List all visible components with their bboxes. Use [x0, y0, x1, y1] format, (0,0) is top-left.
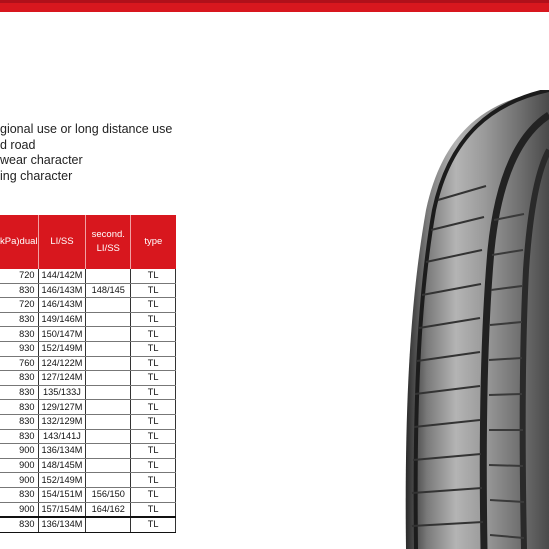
table-header-row	[0, 215, 176, 269]
cell-load: 830	[0, 371, 38, 386]
cell-load: 900	[0, 473, 38, 488]
table-row	[0, 327, 176, 342]
cell-second	[86, 298, 131, 313]
cell-li-ss: 136/134M	[38, 517, 86, 532]
cell-second: 164/162	[86, 502, 131, 517]
cell-li-ss: 146/143M	[38, 283, 86, 298]
cell-li-ss: 146/143M	[38, 298, 86, 313]
table-row	[0, 385, 176, 400]
cell-type: TL	[131, 327, 176, 342]
cell-second	[86, 473, 131, 488]
table-row	[0, 312, 176, 327]
cell-type: TL	[131, 487, 176, 502]
cell-type: TL	[131, 444, 176, 459]
table-row	[0, 502, 176, 517]
cell-load: 830	[0, 283, 38, 298]
cell-type: TL	[131, 298, 176, 313]
feature-item: gional use or long distance use	[0, 122, 173, 136]
cell-second	[86, 371, 131, 386]
table-row	[0, 517, 176, 532]
cell-type: TL	[131, 371, 176, 386]
cell-load: 930	[0, 341, 38, 356]
cell-type: TL	[131, 473, 176, 488]
header-li-ss: LI/SS	[38, 215, 86, 269]
table-row	[0, 269, 176, 283]
cell-load: 900	[0, 444, 38, 459]
table-row	[0, 341, 176, 356]
cell-load: 830	[0, 400, 38, 415]
cell-second	[86, 341, 131, 356]
cell-load: 830	[0, 312, 38, 327]
cell-load: 830	[0, 517, 38, 532]
table-row	[0, 444, 176, 459]
cell-type: TL	[131, 341, 176, 356]
cell-li-ss: 132/129M	[38, 414, 86, 429]
cell-second	[86, 312, 131, 327]
cell-second	[86, 385, 131, 400]
cell-second	[86, 429, 131, 444]
cell-second	[86, 269, 131, 283]
cell-second	[86, 400, 131, 415]
cell-load: 900	[0, 458, 38, 473]
cell-load: 830	[0, 429, 38, 444]
cell-load: 830	[0, 414, 38, 429]
cell-type: TL	[131, 385, 176, 400]
table-row	[0, 458, 176, 473]
table-row	[0, 473, 176, 488]
cell-li-ss: 152/149M	[38, 341, 86, 356]
cell-second	[86, 444, 131, 459]
cell-li-ss: 157/154M	[38, 502, 86, 517]
table-row	[0, 371, 176, 386]
cell-li-ss: 144/142M	[38, 269, 86, 283]
cell-li-ss: 149/146M	[38, 312, 86, 327]
feature-item: d road	[0, 137, 36, 152]
cell-li-ss: 150/147M	[38, 327, 86, 342]
spec-table	[0, 215, 176, 533]
cell-second: 156/150	[86, 487, 131, 502]
cell-li-ss: 136/134M	[38, 444, 86, 459]
cell-load: 720	[0, 298, 38, 313]
cell-type: TL	[131, 458, 176, 473]
cell-type: TL	[131, 312, 176, 327]
table-row	[0, 487, 176, 502]
cell-load: 830	[0, 385, 38, 400]
cell-second	[86, 414, 131, 429]
header-type: type	[131, 215, 176, 269]
table-row	[0, 429, 176, 444]
table-row	[0, 298, 176, 313]
cell-second	[86, 327, 131, 342]
feature-item: ing character	[0, 168, 73, 183]
cell-type: TL	[131, 414, 176, 429]
cell-li-ss: 124/122M	[38, 356, 86, 371]
table-row	[0, 356, 176, 371]
cell-type: TL	[131, 356, 176, 371]
cell-type: TL	[131, 283, 176, 298]
cell-type: TL	[131, 269, 176, 283]
tire-tread-icon	[398, 90, 549, 549]
table-row	[0, 283, 176, 298]
cell-type: TL	[131, 502, 176, 517]
cell-li-ss: 129/127M	[38, 400, 86, 415]
cell-li-ss: 154/151M	[38, 487, 86, 502]
cell-type: TL	[131, 400, 176, 415]
cell-second: 148/145	[86, 283, 131, 298]
cell-load: 760	[0, 356, 38, 371]
cell-li-ss: 152/149M	[38, 473, 86, 488]
cell-second	[86, 458, 131, 473]
table-row	[0, 400, 176, 415]
cell-load: 900	[0, 502, 38, 517]
header-load: kPa)dual	[0, 215, 38, 269]
cell-li-ss: 127/124M	[38, 371, 86, 386]
cell-load: 830	[0, 487, 38, 502]
top-banner	[0, 0, 549, 12]
cell-type: TL	[131, 517, 176, 532]
cell-type: TL	[131, 429, 176, 444]
cell-second	[86, 517, 131, 532]
feature-list	[0, 122, 330, 184]
cell-li-ss: 135/133J	[38, 385, 86, 400]
cell-load: 830	[0, 327, 38, 342]
cell-second	[86, 356, 131, 371]
cell-li-ss: 143/141J	[38, 429, 86, 444]
table-row	[0, 414, 176, 429]
feature-item: wear character	[0, 153, 83, 167]
cell-li-ss: 148/145M	[38, 458, 86, 473]
header-second-li-ss: second. LI/SS	[86, 215, 131, 269]
cell-load: 720	[0, 269, 38, 283]
